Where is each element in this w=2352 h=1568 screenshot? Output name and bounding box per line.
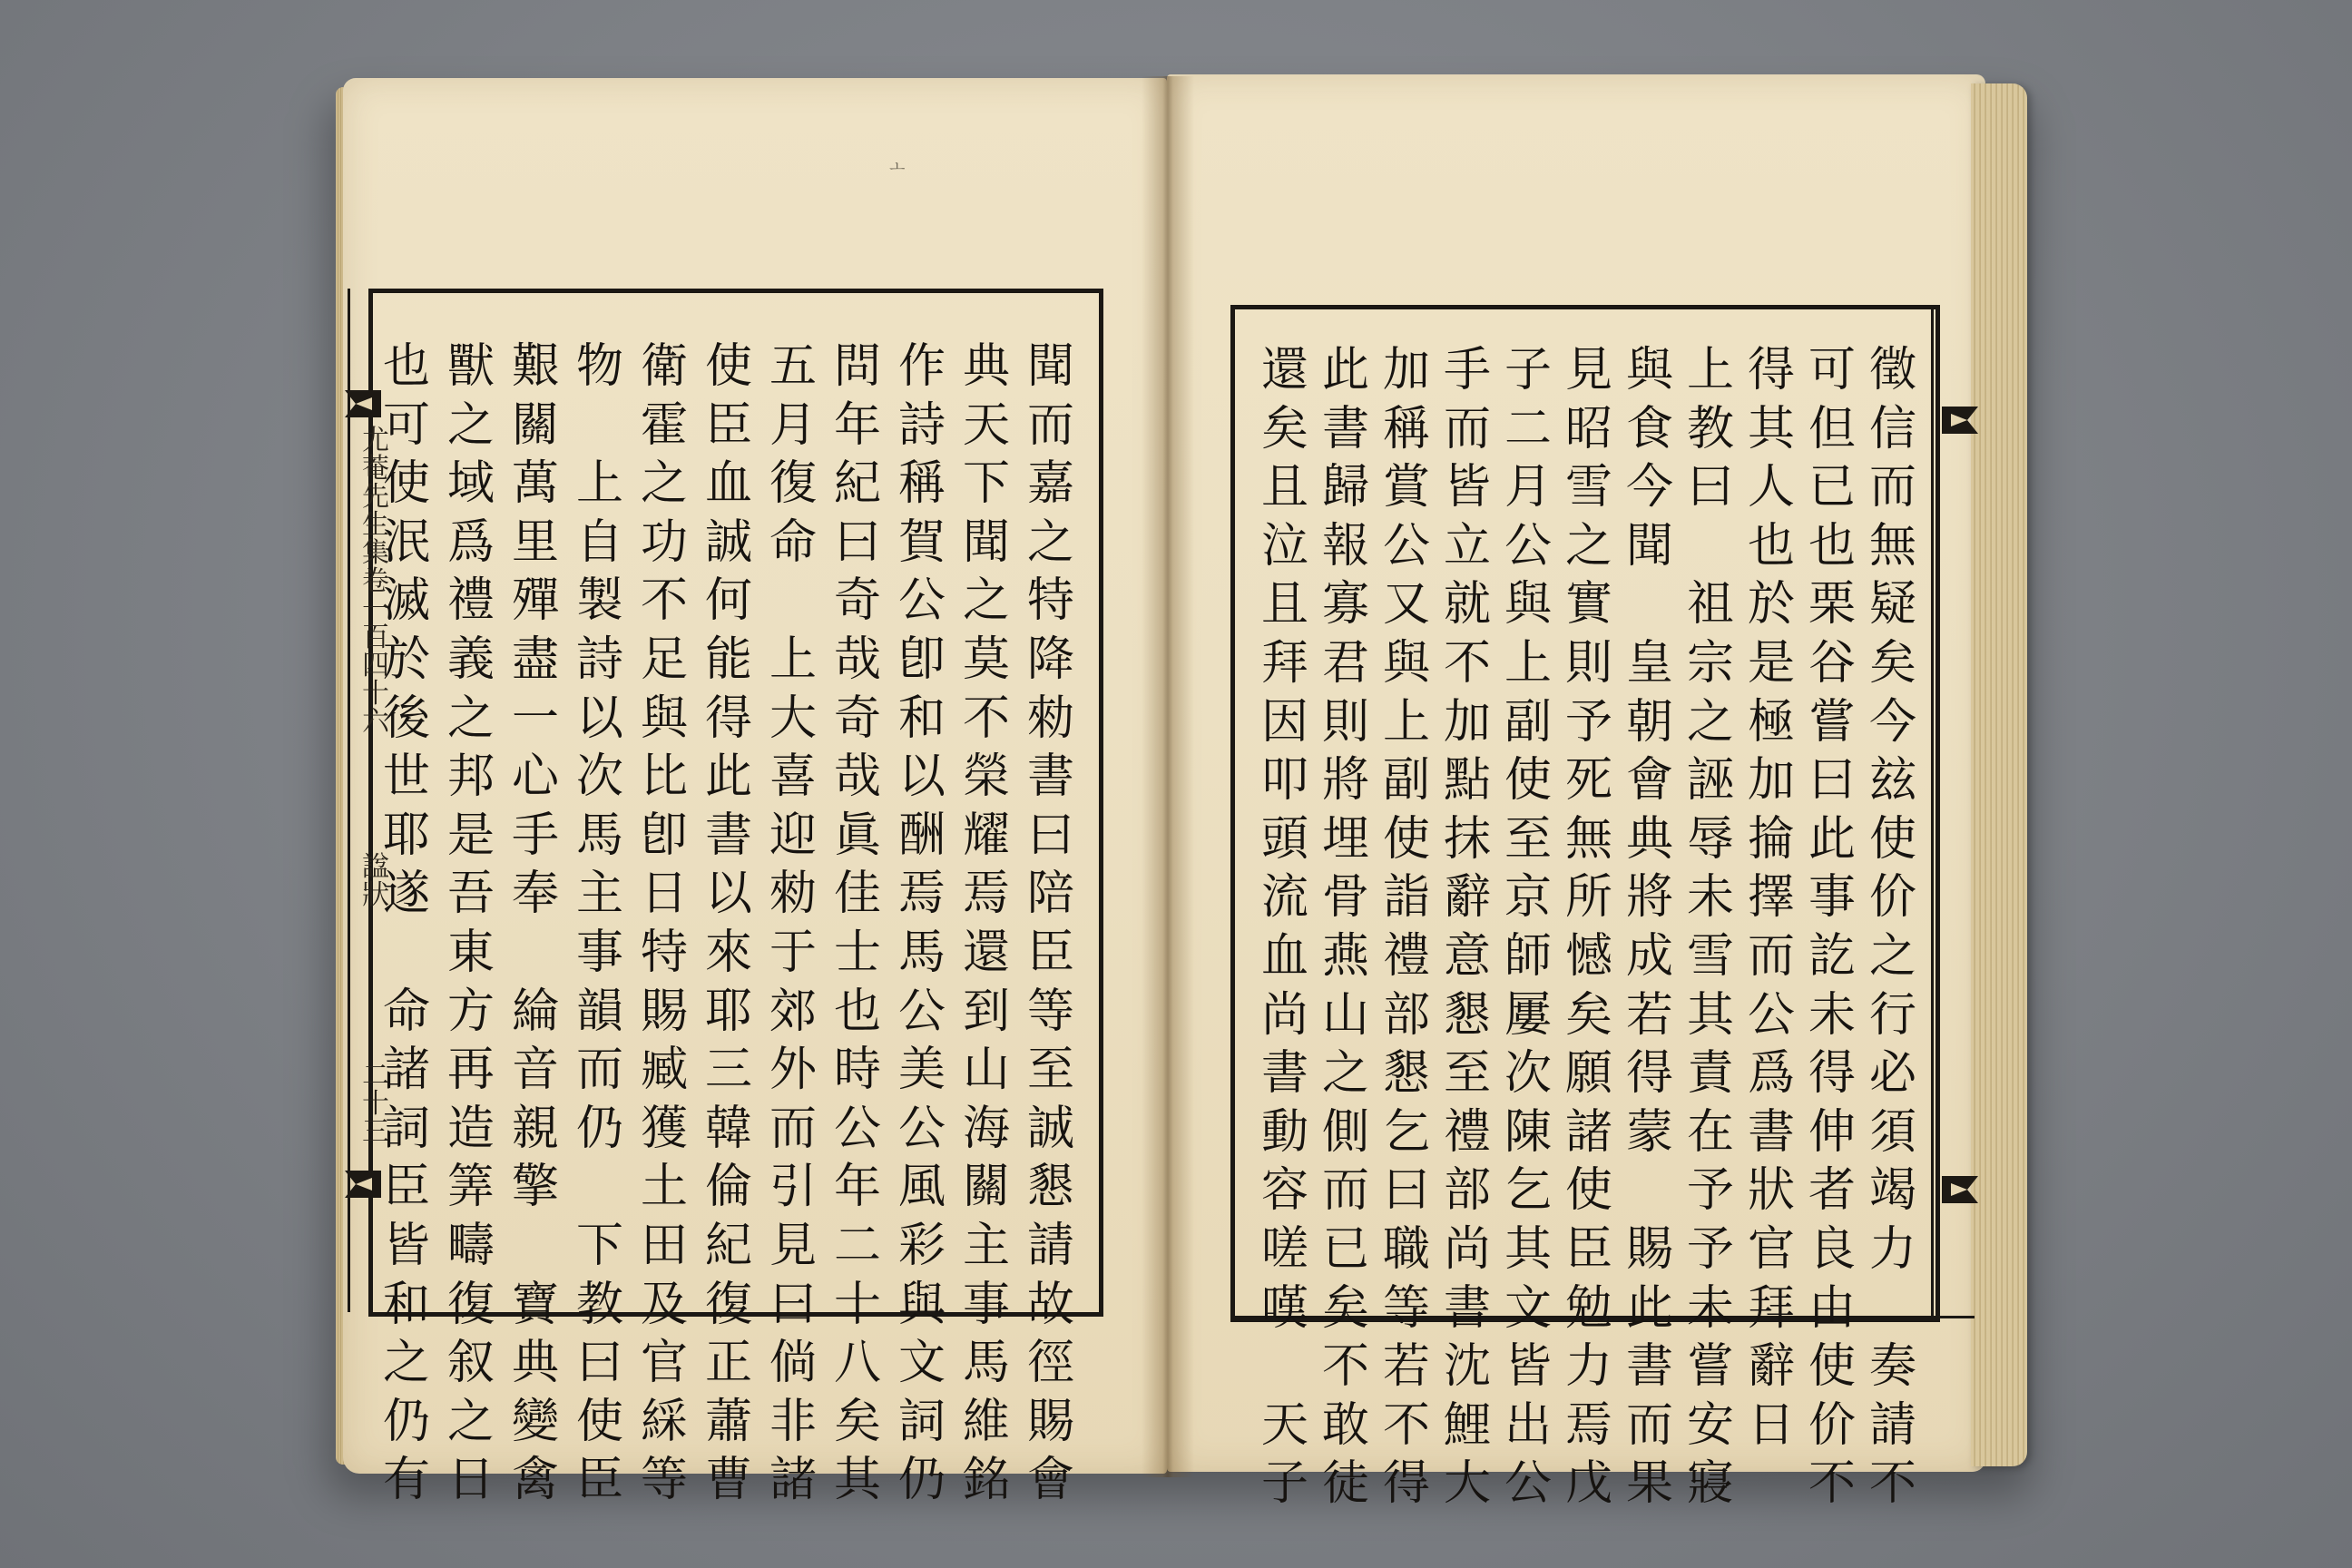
right-column-6: 見 昭 雪 之 實 則 予 死 無 所 憾 矣 願 諸 使 臣 勉 力 焉 戊: [1564, 343, 1612, 1512]
right-column-8: 手 而 皆 立 就 不 加 點 抹 辭 意 懇 至 禮 部 尚 書 沈 鯉 大: [1443, 343, 1491, 1512]
margin-column-rule: [348, 289, 350, 1312]
left-column-1: 聞 而 嘉 之 特 降 勑 書 曰 陪 臣 等 至 誠 懇 請 故 徑 賜 會: [1026, 339, 1074, 1508]
left-column-7: 衛 霍 之 功 不 足 與 比 卽 日 特 賜 臧 獲 土 田 及 官 綵 等: [640, 339, 688, 1508]
book-gutter: [1142, 76, 1194, 1477]
right-column-2: 可 但 已 也 栗 谷 嘗 曰 此 事 訖 未 得 伸 者 良 由 使 价 不: [1808, 343, 1856, 1512]
right-column-7: 子 二 月 公 與 上 副 使 至 京 師 屢 次 陳 乞 其 文 皆 出 公: [1504, 343, 1552, 1512]
left-column-11: 也 可 使 泯 滅 於 後 世 耶 遂 命 諸 詞 臣 皆 和 之 仍 有: [382, 339, 430, 1508]
margin-section-label: 諡 狀: [362, 851, 389, 911]
page-stack-edge: [1971, 83, 2027, 1466]
left-column-5: 五 月 復 命 上 大 喜 迎 勑 于 郊 外 而 引 見 曰 倘 非 諸: [769, 339, 817, 1508]
right-column-10: 此 書 歸 報 寡 君 則 將 埋 骨 燕 山 之 側 而 已 矣 不 敢 徒: [1321, 343, 1369, 1512]
right-margin-rule: [1931, 305, 1934, 1318]
left-column-3: 作 詩 稱 賀 公 卽 和 以 酬 焉 馬 公 美 公 風 彩 與 文 詞 仍: [897, 339, 946, 1508]
right-column-4: 上 教 曰 祖 宗 之 誣 辱 未 雪 其 責 在 予 予 未 嘗 安 寢: [1686, 343, 1734, 1512]
left-column-9: 艱 關 萬 里 殫 盡 一 心 手 奉 綸 音 親 擎 寶 典 變 禽: [511, 339, 559, 1508]
left-column-6: 使 臣 血 誠 何 能 得 此 書 以 來 耶 三 韓 倫 紀 復 正 蕭 曹: [704, 339, 752, 1508]
right-column-11: 還 矣 且 泣 且 拜 因 叩 頭 流 血 尚 書 動 容 嗟 嘆 天 子: [1260, 343, 1308, 1512]
right-column-5: 與 食 今 聞 皇 朝 會 典 將 成 若 得 蒙 賜 此 書 而 果: [1625, 343, 1673, 1512]
left-column-2: 典 天 下 聞 之 莫 不 榮 耀 焉 還 到 山 海 關 主 事 馬 維 銘: [962, 339, 1010, 1508]
margin-page-number: 二 十 三: [362, 1060, 389, 1148]
margin-book-title: 尤 菴 先 生 集 卷 一 百 四 十 六: [362, 425, 389, 738]
right-column-1: 徵 信 而 無 疑 矣 今 玆 使 价 之 行 必 須 竭 力 奏 請 不: [1868, 343, 1916, 1512]
right-column-3: 得 其 人 也 於 是 極 加 掄 擇 而 公 爲 書 狀 官 拜 辭 日: [1747, 343, 1795, 1453]
left-column-10: 獸 之 域 爲 禮 義 之 邦 是 吾 東 方 再 造 筭 疇 復 叙 之 日: [446, 339, 495, 1508]
left-column-8: 物 上 自 製 詩 以 次 馬 主 事 韻 而 仍 下 教 曰 使 臣: [575, 339, 623, 1508]
left-column-4: 問 年 紀 曰 奇 哉 奇 哉 眞 佳 士 也 時 公 年 二 十 八 矣 其: [833, 339, 881, 1508]
right-column-9: 加 稱 賞 公 又 與 上 副 使 詣 禮 部 懇 乞 曰 職 等 若 不 得: [1382, 343, 1430, 1512]
pencil-mark: ㅗ: [889, 158, 906, 177]
